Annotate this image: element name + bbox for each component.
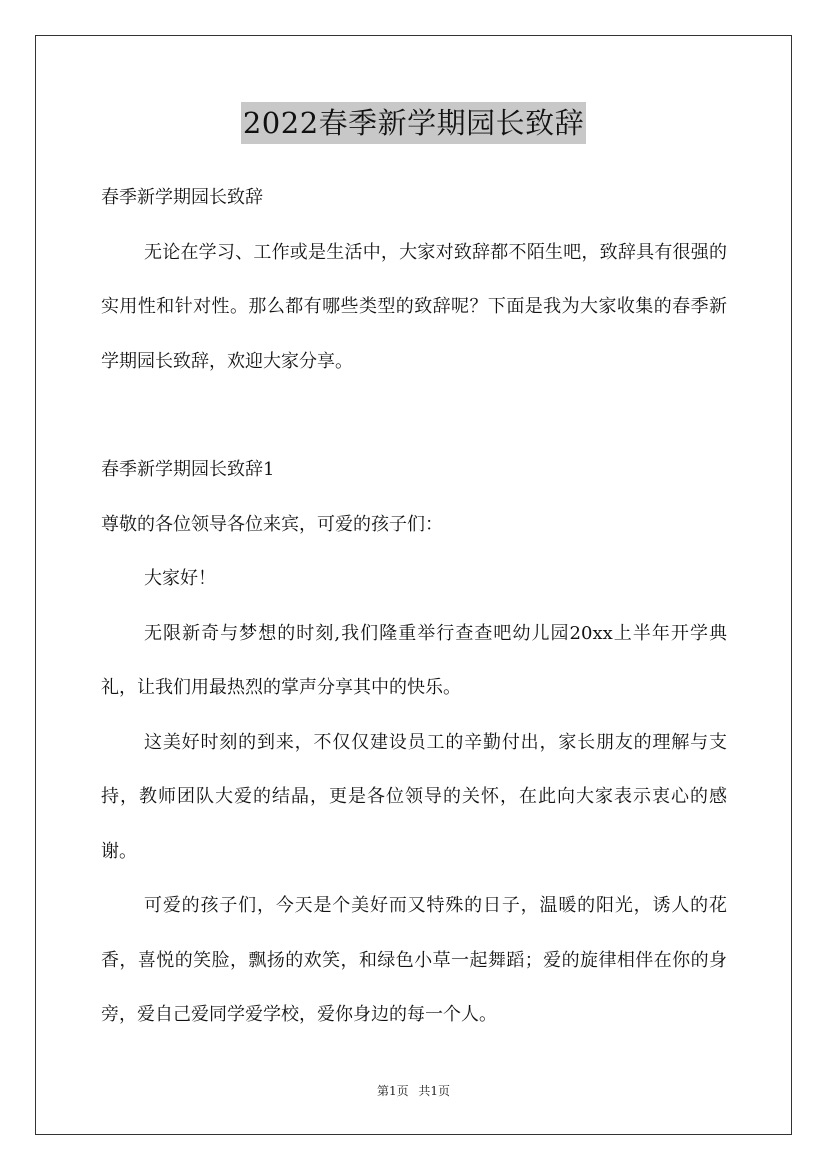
body-paragraph: 这美好时刻的到来，不仅仅建设员工的辛勤付出，家长朋友的理解与支持，教师团队大爱的结晶，更是各位领导的关怀，在此向大家表示衷心的感谢。 bbox=[101, 731, 727, 862]
section-heading: 春季新学期园长致辞1 bbox=[101, 459, 275, 480]
body-paragraph: 无限新奇与梦想的时刻,我们隆重举行查查吧幼儿园20xx上半年开学典礼，让我们用最热烈的掌声分享其中的快乐。 bbox=[101, 622, 727, 698]
greeting: 大家好！ bbox=[144, 568, 216, 589]
document-body bbox=[101, 171, 727, 1043]
salutation: 尊敬的各位领导各位来宾，可爱的孩子们： bbox=[101, 513, 443, 535]
page-footer bbox=[0, 1082, 827, 1099]
title-area bbox=[0, 102, 827, 144]
document-title: 2022春季新学期园长致辞 bbox=[241, 102, 586, 144]
document-subtitle: 春季新学期园长致辞 bbox=[101, 187, 263, 208]
total-pages: 共1页 bbox=[418, 1084, 451, 1098]
body-paragraph: 可爱的孩子们，今天是个美好而又特殊的日子，温暖的阳光，诱人的花香，喜悦的笑脸，飘扬的欢笑，和绿色小草一起舞蹈；爱的旋律相伴在你的身旁，爱自己爱同学爱学校，爱你身边的每一个人。 bbox=[101, 895, 727, 1025]
page-number: 第1页 bbox=[376, 1084, 409, 1098]
intro-paragraph: 无论在学习、工作或是生活中，大家对致辞都不陌生吧，致辞具有很强的实用性和针对性。那么都有哪些类型的致辞呢？下面是我为大家收集的春季新学期园长致辞，欢迎大家分享。 bbox=[101, 241, 727, 372]
section-spacer bbox=[101, 389, 727, 443]
